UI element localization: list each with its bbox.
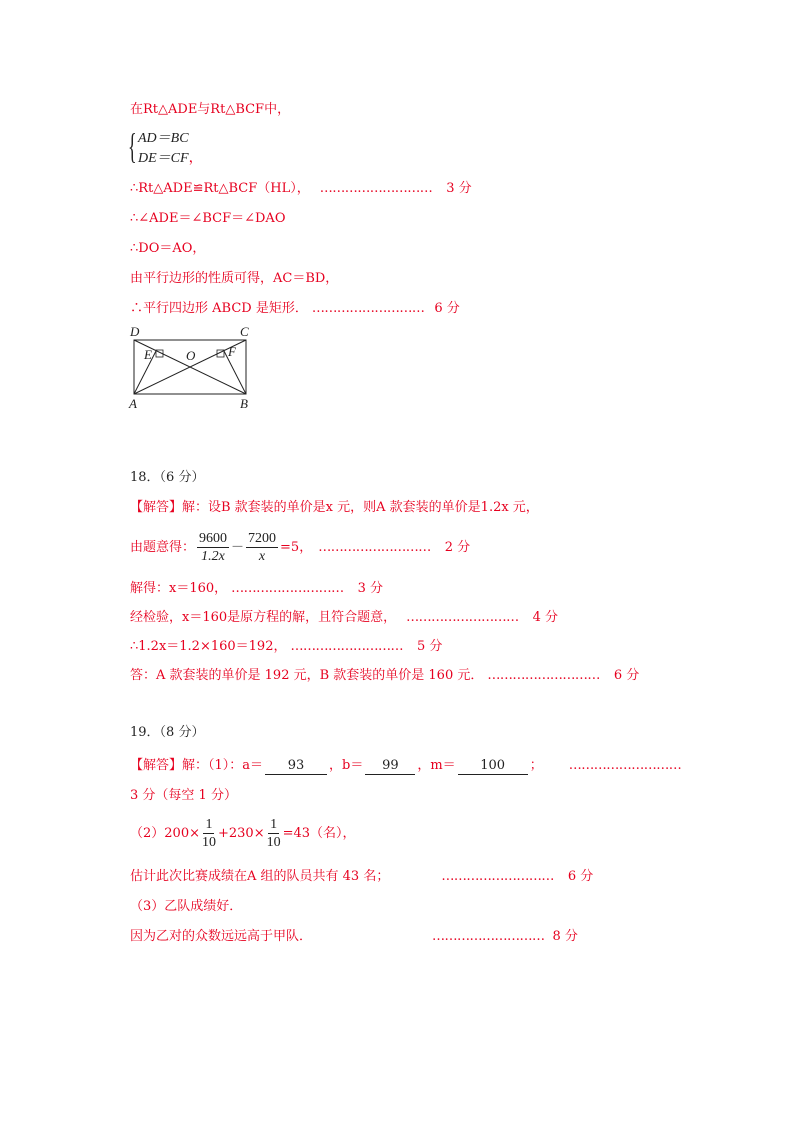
q18-check: 经检验，x＝160是原方程的解，且符合题意， ……………………… 4 分: [130, 610, 559, 625]
q19-estimate: 估计此次比赛成绩在A 组的队员共有 43 名； ……………………… 6 分: [130, 869, 594, 884]
q18-solution: 【解答】解：设B 款套装的单价是x 元，则A 款套装的单价是1.2x 元，: [130, 500, 539, 515]
q19-part3: （3）乙队成绩好．: [130, 899, 243, 914]
fraction-3: $\frac{1}{10}$: [201, 817, 216, 850]
line-angles: ∴∠ADE＝∠BCF＝∠DAO: [130, 211, 286, 226]
label-b: B: [240, 396, 248, 411]
system-eq-2: DE＝CF，: [138, 151, 203, 166]
line-rectangle: ∴平行四边形 ABCD 是矩形． ……………………… 6 分: [130, 301, 460, 316]
fraction-4: $\frac{1}{10}$: [266, 817, 281, 850]
system-brace: {: [128, 126, 137, 166]
blank-m: 100: [458, 758, 528, 775]
fraction-2: $\frac{7200}{x}$: [248, 531, 277, 564]
line-do-ao: ∴DO＝AO，: [130, 241, 206, 256]
q18-solve: 解得：x＝160， ……………………… 3 分: [130, 581, 384, 596]
label-f: F: [228, 344, 236, 359]
line-triangles: 在Rt△ADE与Rt△BCF中，: [130, 102, 291, 117]
blank-b: 99: [365, 758, 415, 775]
label-a: A: [129, 396, 137, 411]
q19-part2: （2）200× $\frac{1}{10}$ +230× $\frac{1}{10}$ =43（名），: [130, 817, 356, 850]
line-ac-bd: 由平行边形的性质可得，AC＝BD，: [130, 271, 339, 286]
q18-heading: 18．（6 分）: [130, 470, 205, 485]
rectangle-figure: [124, 322, 260, 412]
q18-compute: ∴1.2x＝1.2×160＝192， ……………………… 5 分: [130, 639, 443, 654]
q18-answer: 答：A 款套装的单价是 192 元，B 款套装的单价是 160 元． ……………………… 6 分: [130, 668, 640, 683]
fraction-1: $\frac{9600}{1.2x}$: [199, 531, 228, 564]
q19-reason: 因为乙对的众数远远高于甲队． ……………………… 8 分: [130, 929, 578, 944]
system-eq-1: AD＝BC: [138, 131, 189, 146]
line-congruence: ∴Rt△ADE≌Rt△BCF（HL）， ……………………… 3 分: [130, 181, 472, 196]
label-c: C: [240, 324, 249, 339]
blank-a: 93: [265, 758, 327, 775]
label-e: E: [144, 347, 152, 362]
q19-heading: 19．（8 分）: [130, 725, 205, 740]
q19-part1-score: 3 分（每空 1 分）: [130, 788, 237, 803]
q19-part1: 【解答】解：（1）：a＝ 93 ，b＝ 99 ，m＝ 100 ； ………………………: [130, 758, 682, 773]
label-d: D: [130, 324, 140, 339]
q18-equation: 由题意得： $\frac{9600}{1.2x}$ － $\frac{7200}{x}$ =5， ……………………… 2 分: [130, 531, 471, 564]
label-o: O: [186, 348, 196, 363]
